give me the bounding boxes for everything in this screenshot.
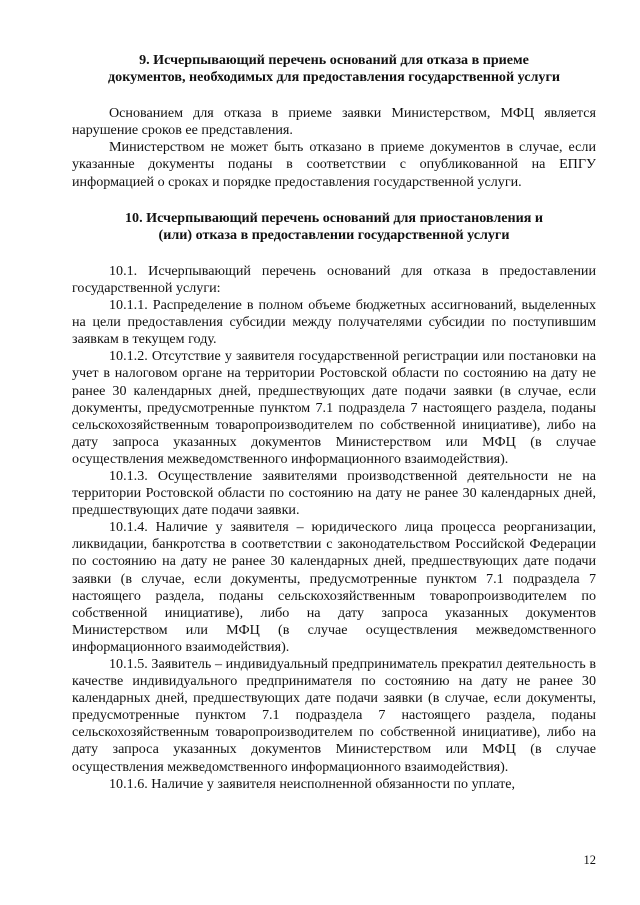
section-10-heading-line-2: (или) отказа в предоставлении государственной услуги — [158, 226, 510, 243]
clause-10-1-6: 10.1.6. Наличие у заявителя неисполненной обязанности по уплате, — [109, 775, 516, 792]
section-10-heading — [72, 210, 596, 244]
clause-10-1: 10.1. Исчерпывающий перечень оснований для отказа в предоставлении государственной услуги: — [72, 262, 596, 296]
clause-10-1-3: 10.1.3. Осуществление заявителями производственной деятельности не на территории Ростовской области по состоянию на дату не ранее 30 календарных дней, предшествующих дате подачи заявки. — [72, 467, 596, 519]
section-10-body — [72, 263, 596, 793]
clause-10-1-4: 10.1.4. Наличие у заявителя – юридического лица процесса реорганизации, ликвидации, банкротства в соответствии с законодательством Российской Федерации по состоянию на дату не ранее 30 календарных дней, предшествующих дате подачи заявки (в случае, если документы, предусмотренные пунктом 7.1 подраздела 7 настоящего раздела, поданы сельскохозяйственным товаропроизводителем по собственной инициативе), либо на дату запроса указанных документов Министерством или МФЦ (в случае осуществления межведомственного информационного взаимодействия). — [72, 519, 596, 655]
section-9-paragraph-2: Министерством не может быть отказано в приеме документов в случае, если указанные документы поданы в соответствии с опубликованной на ЕПГУ информацией о сроках и порядке предоставления государственной услуги. — [72, 139, 596, 190]
section-9-body — [72, 105, 596, 190]
section-9-heading — [72, 52, 596, 86]
section-9-heading-line-1: 9. Исчерпывающий перечень оснований для отказа в приеме — [139, 52, 529, 68]
page-number: 12 — [583, 853, 596, 867]
clause-10-1-2: 10.1.2. Отсутствие у заявителя государственной регистрации или постановки на учет в налоговом органе на территории Ростовской области по состоянию на дату не ранее 30 календарных дней, предшествующих дате подачи заявки (в случае, если документы, предусмотренные пунктом 7.1 подраздела 7 настоящего раздела, поданы сельскохозяйственным товаропроизводителем по собственной инициативе), либо на дату запроса указанных документов Министерством или МФЦ (в случае осуществления межведомственного информационного взаимодействия). — [72, 348, 596, 467]
section-10-heading-line-1: 10. Исчерпывающий перечень оснований для приостановления и — [124, 209, 544, 226]
clause-10-1-5: 10.1.5. Заявитель – индивидуальный предприниматель прекратил деятельность в качестве индивидуального предпринимателя по состоянию на дату не ранее 30 календарных дней, предшествующих дате подачи заявки (в случае, если документы, предусмотренные пунктом 7.1 подраздела 7 настоящего раздела, поданы сельскохозяйственным товаропроизводителем по собственной инициативе), либо на дату запроса указанных документов Министерством или МФЦ (в случае осуществления межведомственного информационного взаимодействия). — [72, 656, 596, 775]
document-page — [72, 52, 596, 793]
clause-10-1-1: 10.1.1. Распределение в полном объеме бюджетных ассигнований, выделенных на цели предоставления субсидии между получателями субсидии по поступившим заявкам в текущем году. — [72, 297, 596, 348]
section-9-heading-line-2: документов, необходимых для предоставления государственной услуги — [108, 69, 560, 86]
section-9-paragraph-1: Основанием для отказа в приеме заявки Министерством, МФЦ является нарушение сроков ее представления. — [72, 105, 596, 139]
